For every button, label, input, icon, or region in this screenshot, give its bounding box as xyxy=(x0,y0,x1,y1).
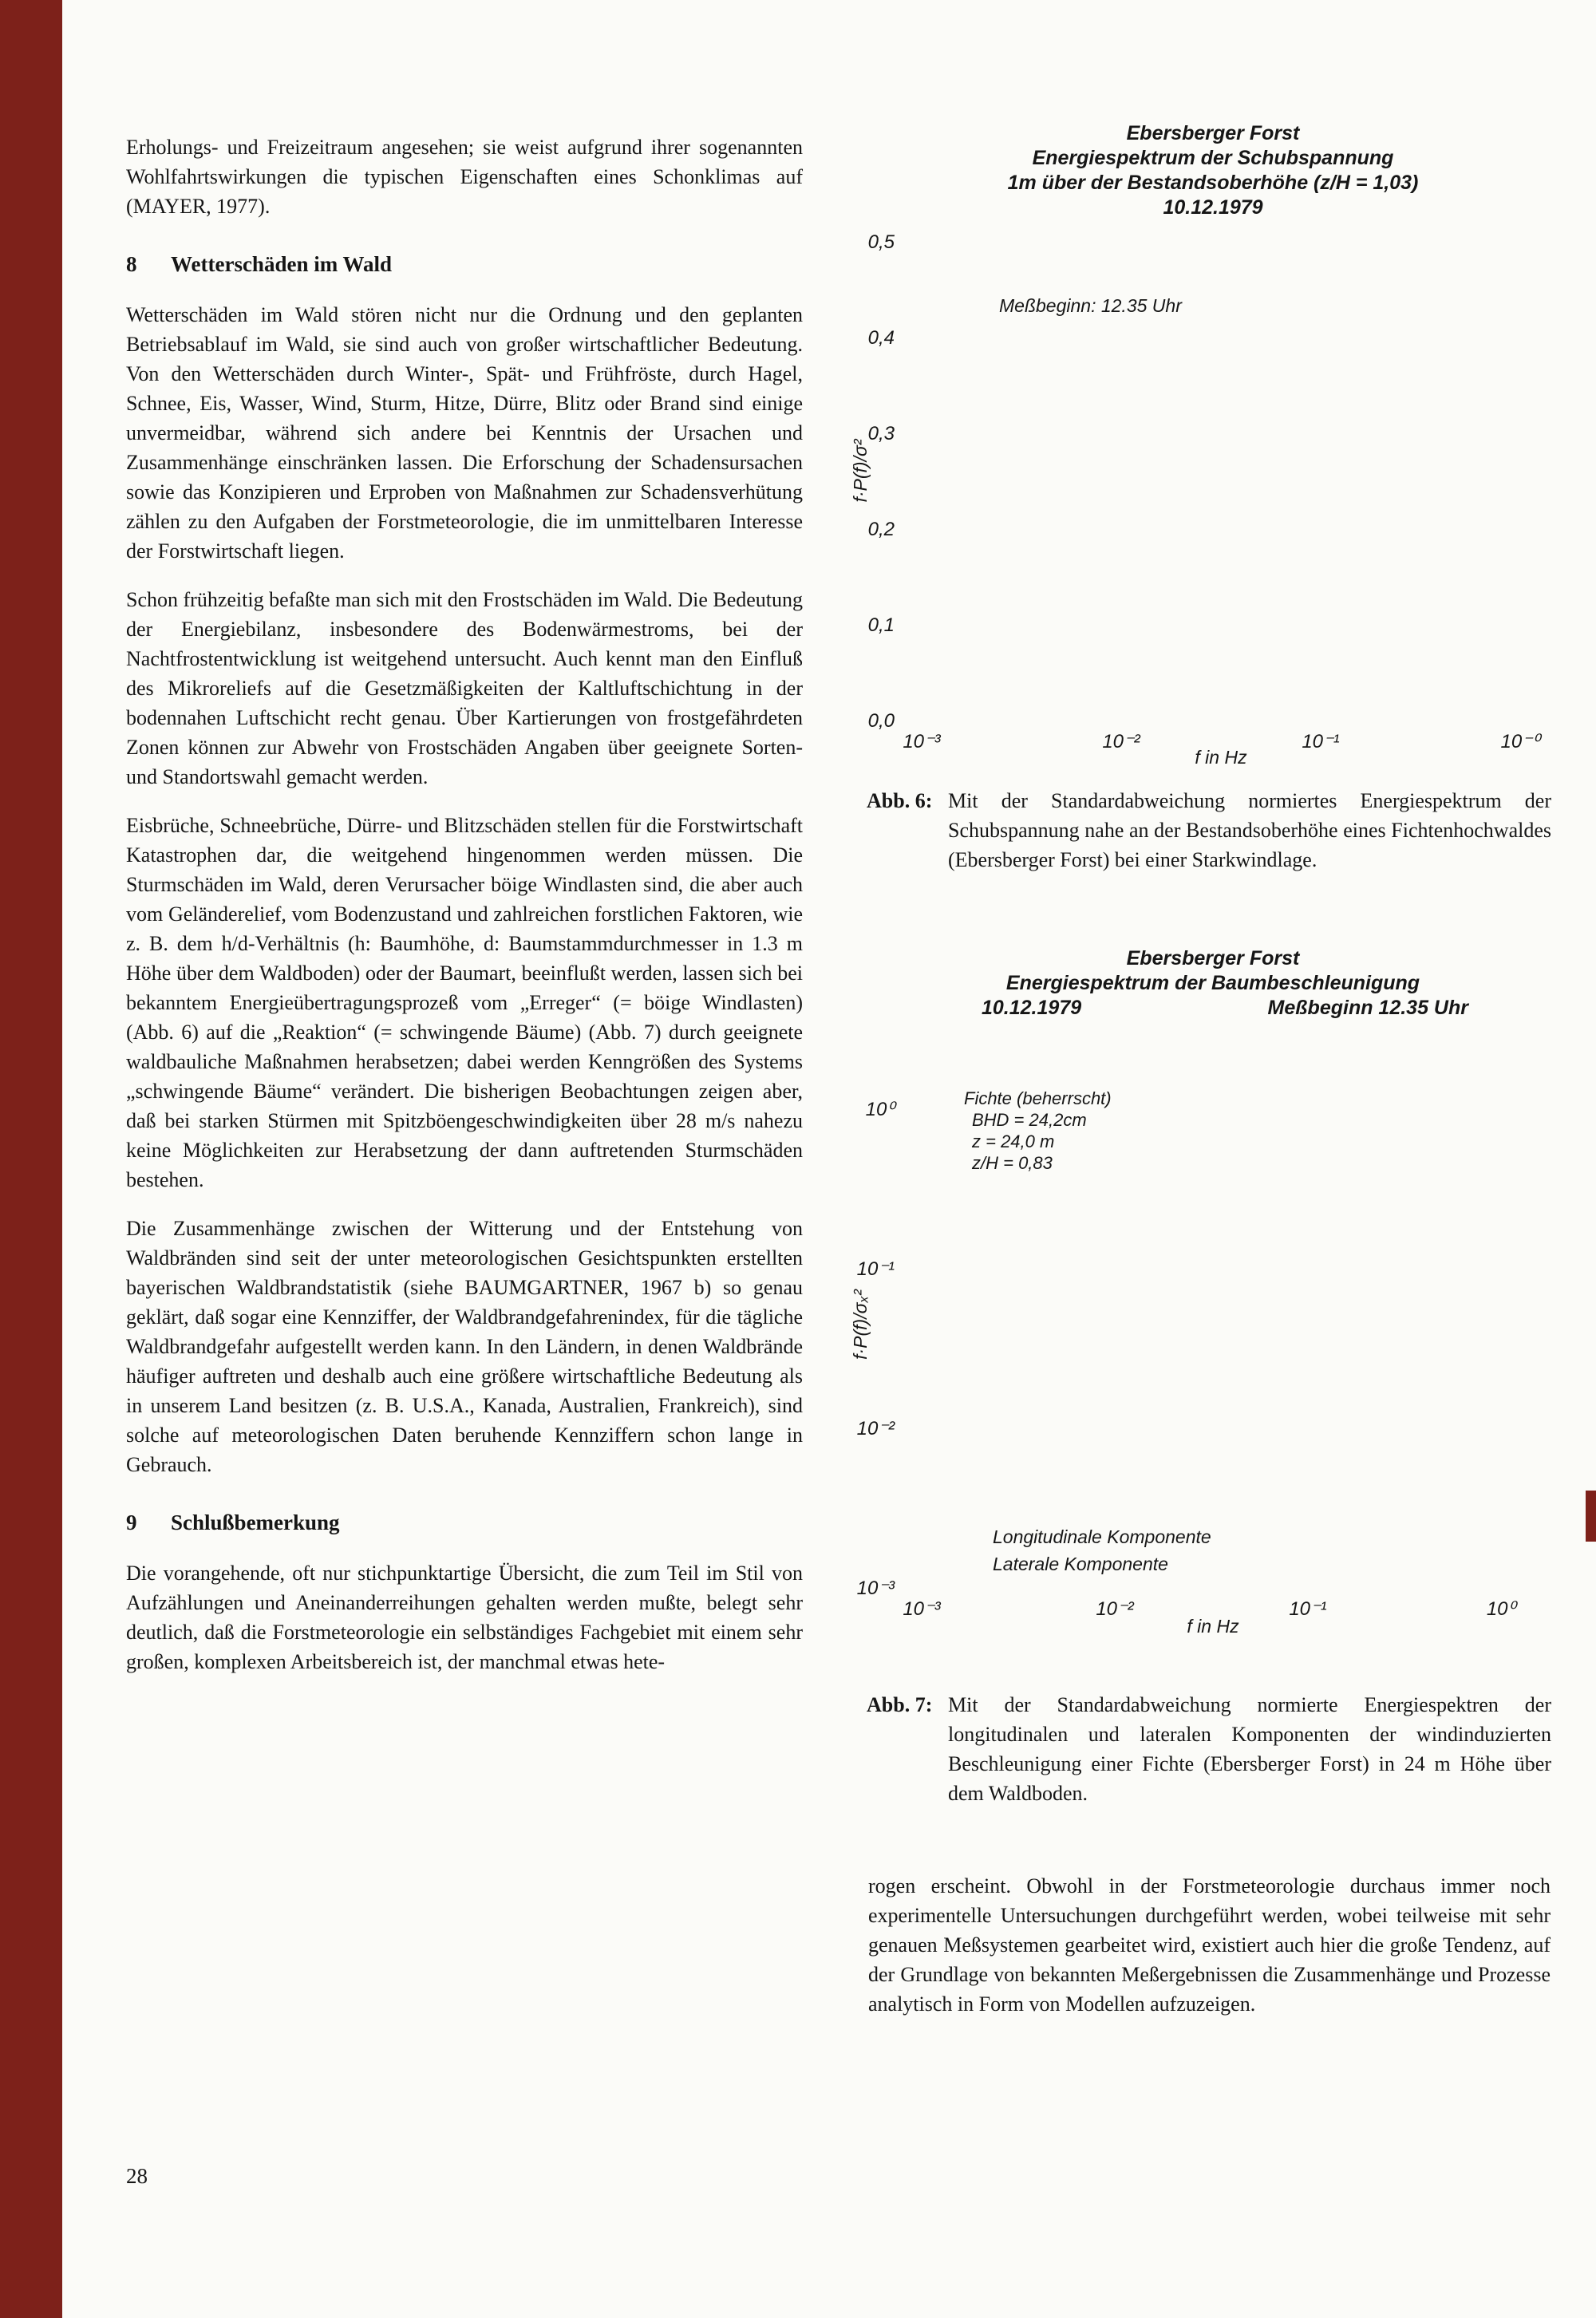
svg-text:10⁻¹: 10⁻¹ xyxy=(1289,1598,1327,1620)
svg-text:10⁻¹: 10⁻¹ xyxy=(856,1258,895,1280)
figure7-caption-text: Mit der Standardabweichung normierte Energiespektren der longitudinalen und lateralen Komponenten der windinduzierten Beschleunigung einer Fichte (Ebersberger Forst) in 24 m Höhe über dem Waldboden. xyxy=(948,1693,1551,1805)
svg-text:10⁻¹: 10⁻¹ xyxy=(1302,731,1340,752)
svg-text:0,5: 0,5 xyxy=(867,231,895,253)
svg-text:Longitudinale Komponente: Longitudinale Komponente xyxy=(993,1526,1211,1547)
figure7-title-date: 10.12.1979 xyxy=(982,997,1082,1019)
svg-text:10⁻²: 10⁻² xyxy=(1096,1598,1134,1620)
figure7-caption-label: Abb. 7: xyxy=(867,1693,933,1716)
section-8-number: 8 xyxy=(126,252,137,276)
svg-text:10⁻²: 10⁻² xyxy=(856,1418,895,1439)
figure7-title-messbeginn: Meßbeginn 12.35 Uhr xyxy=(1267,997,1468,1019)
svg-text:0,3: 0,3 xyxy=(867,423,895,444)
svg-text:Meßbeginn: 12.35 Uhr: Meßbeginn: 12.35 Uhr xyxy=(999,295,1182,316)
figure6-caption xyxy=(867,786,1551,875)
figure7-title-line3 xyxy=(862,996,1564,1021)
paragraph-wetterschaeden-1: Wetterschäden im Wald stören nicht nur die Ordnung und den geplanten Betriebsablauf im Wald, sie sind auch von großer wirtschaftlicher Bedeutung. Von den Wetterschäden durch Winter-, Spät- und Frühfröste, durch Hagel, Schnee, Eis, Wasser, Wind, Sturm, Hitze, Dürre, Blitz oder Brand sind einige unvermeidbar, während sich andere bei Kenntnis der Ursachen und Zusammenhänge einschränken lassen. Die Erforschung der Schadensursachen sowie das Konzipieren und Erproben von Maßnahmen zur Schadensverhütung zählen zu den Aufgaben der Forstmeteorologie, die im unmittelbaren Interesse der Forstwirtschaft liegen. xyxy=(126,303,803,563)
svg-text:f·P(f)/σₓ²: f·P(f)/σₓ² xyxy=(850,1289,871,1360)
svg-text:10⁰: 10⁰ xyxy=(865,1099,895,1120)
figure6-caption-text: Mit der Standardabweichung normiertes Energiespektrum der Schubspannung nahe an der Bestandsoberhöhe eines Fichtenhochwaldes (Ebersberger Forst) bei einer Starkwindlage. xyxy=(948,789,1551,871)
paragraph-frostschaeden: Schon frühzeitig befaßte man sich mit den Frostschäden im Wald. Die Bedeutung der Energiebilanz, insbesondere des Bodenwärmestroms, bei der Nachtfrostentwicklung ist weitgehend untersucht. Auch kennt man den Einfluß des Mikroreliefs auf die Gesetzmäßigkeiten der Kaltluftschichtung in der bodennahen Luftschicht recht genau. Über Kartierungen von frostgefährdeten Zonen können zur Abwehr von Frostschäden Angaben über geeignete Sorten- und Standortswahl gemacht werden. xyxy=(126,588,804,788)
svg-text:10⁻⁰: 10⁻⁰ xyxy=(1500,731,1540,752)
binding-edge-strip xyxy=(0,0,62,2318)
figure6-title-line2: Energiespektrum der Schubspannung xyxy=(1032,147,1394,169)
figure7-chart xyxy=(846,1021,1548,1644)
figure6-chart xyxy=(846,203,1548,778)
svg-text:BHD = 24,2cm: BHD = 24,2cm xyxy=(972,1110,1087,1130)
section-8-heading xyxy=(126,250,803,279)
figure7-title-line1: Ebersberger Forst xyxy=(1126,947,1300,969)
paragraph-sturmschaeden: Eisbrüche, Schneebrüche, Dürre- und Blitzschäden stellen für die Forstwirtschaft Katastrophen dar, die weitgehend hingenommen werden müssen. Die Sturmschäden im Wald, deren Verursacher böige Windlasten sind, die aber auch vom Geländerelief, vom Bodenzustand und zahlreichen forstlichen Faktoren, wie z. B. dem h/d-Verhältnis (h: Baumhöhe, d: Baumstammdurchmesser in 1.3 m Höhe über dem Waldboden) oder der Baumart, beeinflußt werden, lassen sich bei bekanntem Energieübertragungsprozeß vom „Erreger“ (= böige Windlasten) (Abb. 6) auf die „Reaktion“ (= schwingende Bäume) (Abb. 7) durch geeignete waldbauliche Maßnahmen herabsetzen; dabei werden Kenngrößen des Systems „schwingende Bäume“ verändert. Die bisherigen Beobachtungen zeigen aber, daß bei starken Stürmen mit Spitzböengeschwindigkeiten über 28 m/s nahezu keine Möglichkeiten zur Herabsetzung der dann auftretenden Sturmschäden bestehen. xyxy=(126,814,803,1191)
section-8-title: Wetterschäden im Wald xyxy=(171,252,393,276)
svg-text:10⁰: 10⁰ xyxy=(1486,1598,1516,1620)
svg-text:f·P(f)/σ²: f·P(f)/σ² xyxy=(850,439,871,503)
svg-text:0,0: 0,0 xyxy=(867,710,895,732)
svg-text:0,4: 0,4 xyxy=(867,327,895,349)
figure6-title-line4: 10.12.1979 xyxy=(1163,196,1263,219)
svg-text:10⁻³: 10⁻³ xyxy=(856,1578,895,1599)
figure6-caption-label: Abb. 6: xyxy=(867,789,933,812)
figure7-caption xyxy=(867,1690,1551,1808)
svg-text:Laterale Komponente: Laterale Komponente xyxy=(993,1554,1168,1574)
page-number: 28 xyxy=(126,2164,148,2188)
right-margin-mark xyxy=(1586,1491,1596,1542)
figure7-title-line2: Energiespektrum der Baumbeschleunigung xyxy=(1005,972,1420,994)
svg-text:0,2: 0,2 xyxy=(867,519,895,540)
svg-text:z = 24,0 m: z = 24,0 m xyxy=(972,1131,1055,1151)
left-column xyxy=(126,132,803,1696)
svg-text:Fichte (beherrscht): Fichte (beherrscht) xyxy=(964,1088,1112,1108)
svg-text:10⁻³: 10⁻³ xyxy=(903,731,941,752)
closing-paragraph: rogen erscheint. Obwohl in der Forstmeteorologie durchaus immer noch experimentelle Untersuchungen durchgeführt werden, wobei teilweise mit sehr genauen Meßsystemen gearbeitet wird, existiert auch hier die große Tendenz, auf der Grundlage von bekannten Meßergebnissen die Zusammenhänge und Prozesse analytisch in Form von Modellen aufzuzeigen. xyxy=(868,1874,1551,2016)
svg-text:10⁻³: 10⁻³ xyxy=(903,1598,941,1620)
section-9-heading xyxy=(126,1508,803,1538)
section-9-title: Schlußbemerkung xyxy=(171,1510,340,1534)
figure6-title-line3: 1m über der Bestandsoberhöhe (z/H = 1,03) xyxy=(1007,172,1419,194)
paragraph-schlussbemerkung: Die vorangehende, oft nur stichpunktartige Übersicht, die zum Teil im Stil von Aufzählungen und Aneinanderreihungen gehalten werden mußte, belegt sehr deutlich, daß die Forstmeteorologie ein selbständiges Fachgebiet mit einem sehr großen, komplexen Arbeitsbereich ist, der manchmal etwas hete- xyxy=(126,1562,803,1673)
svg-text:10⁻²: 10⁻² xyxy=(1102,731,1140,752)
svg-text:f in Hz: f in Hz xyxy=(1195,747,1247,768)
section-9-number: 9 xyxy=(126,1510,137,1534)
intro-paragraph: Erholungs- und Freizeitraum angesehen; sie weist aufgrund ihrer sogenannten Wohlfahrtswirkungen die typischen Eigenschaften eines Schonklimas auf (MAYER, 1977). xyxy=(126,136,803,218)
svg-text:f in Hz: f in Hz xyxy=(1187,1616,1239,1637)
svg-text:z/H = 0,83: z/H = 0,83 xyxy=(972,1153,1053,1173)
figure7-title xyxy=(862,946,1564,1021)
paragraph-waldbraende: Die Zusammenhänge zwischen der Witterung und der Entstehung von Waldbränden sind seit der unter meteorologischen Gesichtspunkten erstellten bayerischen Waldbrandstatistik (siehe BAUMGARTNER, 1967 b) so genau geklärt, daß sogar eine Kennziffer, der Waldbrandgefahrenindex, für die tägliche Waldbrandgefahr aufgestellt werden kann. In den Ländern, in denen Waldbrände häufiger auftreten und deshalb auch eine größere wirtschaftliche Bedeutung als in unserem Land besitzen (z. B. U.S.A., Kanada, Australien, Frankreich), sind solche auf meteorologischen Daten beruhende Kennziffern schon lange in Gebrauch. xyxy=(126,1217,803,1476)
svg-text:0,1: 0,1 xyxy=(867,614,895,636)
figure6-title-line1: Ebersberger Forst xyxy=(1126,122,1300,144)
